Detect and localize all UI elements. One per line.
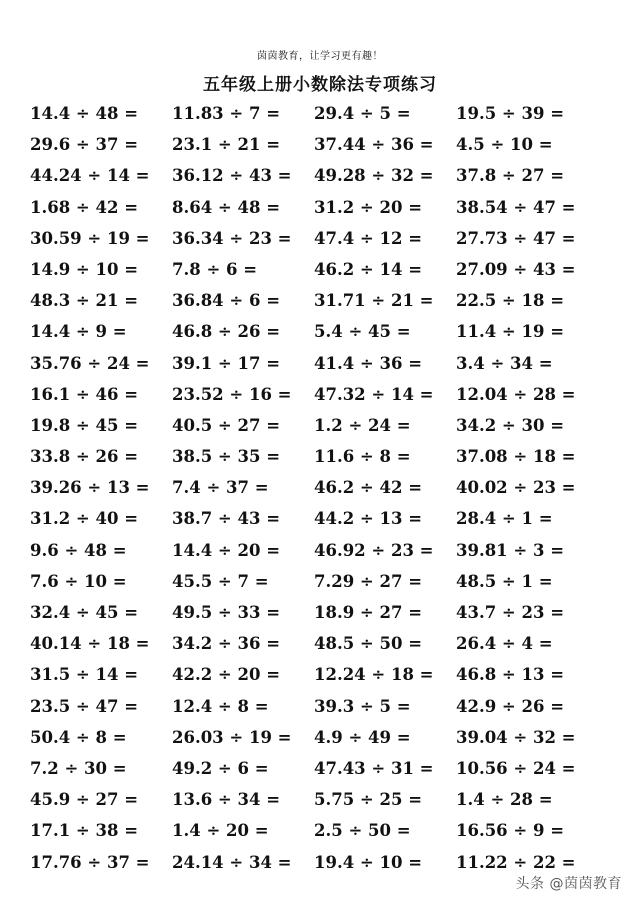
division-problem: 1.2 ÷ 24 = xyxy=(314,415,411,435)
division-problem: 23.52 ÷ 16 = xyxy=(172,384,292,404)
division-problem: 28.4 ÷ 1 = xyxy=(456,509,553,529)
division-problem: 14.4 ÷ 9 = xyxy=(30,322,127,342)
division-problem: 12.04 ÷ 28 = xyxy=(456,384,576,404)
division-problem: 7.4 ÷ 37 = xyxy=(172,478,269,498)
division-problem: 37.8 ÷ 27 = xyxy=(456,166,565,186)
division-problem: 39.1 ÷ 17 = xyxy=(172,353,281,373)
division-problem: 47.32 ÷ 14 = xyxy=(314,384,434,404)
watermark: 头条 @茵茵教育 xyxy=(515,876,622,892)
division-problem: 7.8 ÷ 6 = xyxy=(172,259,258,279)
division-problem: 32.4 ÷ 45 = xyxy=(30,603,139,622)
division-problem: 16.56 ÷ 9 = xyxy=(456,821,565,841)
division-problem: 40.5 ÷ 27 = xyxy=(172,415,281,435)
division-problem: 38.5 ÷ 35 = xyxy=(172,447,281,467)
division-problem: 29.6 ÷ 37 = xyxy=(30,135,139,155)
division-problem: 42.9 ÷ 26 = xyxy=(456,696,565,716)
division-problem: 10.56 ÷ 24 = xyxy=(456,758,576,778)
division-problem: 44.2 ÷ 13 = xyxy=(314,509,423,529)
division-problem: 37.08 ÷ 18 = xyxy=(456,447,576,467)
division-problem: 7.6 ÷ 10 = xyxy=(30,571,127,591)
division-problem: 26.4 ÷ 4 = xyxy=(456,634,553,654)
division-problem: 45.5 ÷ 7 = xyxy=(172,571,269,591)
division-problem: 17.76 ÷ 37 = xyxy=(30,852,150,872)
division-problem: 8.64 ÷ 48 = xyxy=(172,197,281,217)
division-problem: 12.4 ÷ 8 = xyxy=(172,696,269,716)
division-problem: 24.14 ÷ 34 = xyxy=(172,852,292,872)
division-problem: 39.04 ÷ 32 = xyxy=(456,727,576,747)
division-problem: 34.2 ÷ 30 = xyxy=(456,415,565,435)
division-problem: 49.2 ÷ 6 = xyxy=(172,758,269,778)
division-problem: 14.9 ÷ 10 = xyxy=(30,259,139,279)
division-problem: 13.6 ÷ 34 = xyxy=(172,790,281,810)
division-problem: 19.8 ÷ 45 = xyxy=(30,415,139,435)
division-problem: 5.4 ÷ 45 = xyxy=(314,322,411,342)
division-problem: 47.4 ÷ 12 = xyxy=(314,228,423,248)
division-problem: 7.2 ÷ 30 = xyxy=(30,758,127,778)
division-problem: 46.2 ÷ 14 = xyxy=(314,259,423,279)
division-problem: 11.22 ÷ 22 = xyxy=(456,852,576,872)
division-problem: 12.24 ÷ 18 = xyxy=(314,665,434,685)
division-problem: 34.2 ÷ 36 = xyxy=(172,634,281,654)
division-problem: 14.4 ÷ 48 = xyxy=(30,104,139,123)
division-problem: 35.76 ÷ 24 = xyxy=(30,353,150,373)
division-problem: 22.5 ÷ 18 = xyxy=(456,291,565,311)
division-problem: 1.4 ÷ 28 = xyxy=(456,790,553,810)
division-problem: 11.6 ÷ 8 = xyxy=(314,447,411,467)
division-problem: 31.5 ÷ 14 = xyxy=(30,665,139,685)
division-problem: 9.6 ÷ 48 = xyxy=(30,540,127,560)
division-problem: 36.12 ÷ 43 = xyxy=(172,166,292,186)
division-problem: 29.4 ÷ 5 = xyxy=(314,104,411,123)
division-problem: 1.4 ÷ 20 = xyxy=(172,821,269,841)
division-problem: 31.2 ÷ 40 = xyxy=(30,509,139,529)
problem-grid xyxy=(30,101,630,881)
division-problem: 11.4 ÷ 19 = xyxy=(456,322,565,342)
division-problem: 44.24 ÷ 14 = xyxy=(30,166,150,186)
division-problem: 14.4 ÷ 20 = xyxy=(172,540,281,560)
division-problem: 43.7 ÷ 23 = xyxy=(456,603,565,622)
division-problem: 47.43 ÷ 31 = xyxy=(314,758,434,778)
page-title: 五年级上册小数除法专项练习 xyxy=(203,75,437,95)
division-problem: 38.54 ÷ 47 = xyxy=(456,197,576,217)
division-problem: 26.03 ÷ 19 = xyxy=(172,727,292,747)
division-problem: 46.8 ÷ 26 = xyxy=(172,322,281,342)
division-problem: 41.4 ÷ 36 = xyxy=(314,353,423,373)
division-problem: 5.75 ÷ 25 = xyxy=(314,790,423,810)
division-problem: 23.5 ÷ 47 = xyxy=(30,696,139,716)
division-problem: 40.14 ÷ 18 = xyxy=(30,634,150,654)
division-problem: 18.9 ÷ 27 = xyxy=(314,603,423,622)
division-problem: 36.34 ÷ 23 = xyxy=(172,228,292,248)
division-problem: 48.3 ÷ 21 = xyxy=(30,291,139,311)
division-problem: 46.2 ÷ 42 = xyxy=(314,478,423,498)
division-problem: 46.92 ÷ 23 = xyxy=(314,540,434,560)
division-problem: 31.71 ÷ 21 = xyxy=(314,291,434,311)
division-problem: 33.8 ÷ 26 = xyxy=(30,447,139,467)
division-problem: 36.84 ÷ 6 = xyxy=(172,291,281,311)
division-problem: 23.1 ÷ 21 = xyxy=(172,135,281,155)
division-problem: 27.73 ÷ 47 = xyxy=(456,228,576,248)
division-problem: 19.4 ÷ 10 = xyxy=(314,852,423,872)
division-problem: 46.8 ÷ 13 = xyxy=(456,665,565,685)
division-problem: 39.3 ÷ 5 = xyxy=(314,696,411,716)
division-problem: 3.4 ÷ 34 = xyxy=(456,353,553,373)
division-problem: 30.59 ÷ 19 = xyxy=(30,228,150,248)
division-problem: 4.5 ÷ 10 = xyxy=(456,135,553,155)
division-problem: 39.26 ÷ 13 = xyxy=(30,478,150,498)
division-problem: 17.1 ÷ 38 = xyxy=(30,821,139,841)
division-problem: 19.5 ÷ 39 = xyxy=(456,104,565,123)
division-problem: 27.09 ÷ 43 = xyxy=(456,259,576,279)
division-problem: 49.5 ÷ 33 = xyxy=(172,603,281,622)
division-problem: 7.29 ÷ 27 = xyxy=(314,571,423,591)
division-problem: 16.1 ÷ 46 = xyxy=(30,384,139,404)
division-problem: 2.5 ÷ 50 = xyxy=(314,821,411,841)
division-problem: 40.02 ÷ 23 = xyxy=(456,478,576,498)
division-problem: 50.4 ÷ 8 = xyxy=(30,727,127,747)
division-problem: 38.7 ÷ 43 = xyxy=(172,509,281,529)
division-problem: 37.44 ÷ 36 = xyxy=(314,135,434,155)
division-problem: 31.2 ÷ 20 = xyxy=(314,197,423,217)
division-problem: 48.5 ÷ 50 = xyxy=(314,634,423,654)
division-problem: 48.5 ÷ 1 = xyxy=(456,571,553,591)
division-problem: 4.9 ÷ 49 = xyxy=(314,727,411,747)
division-problem: 42.2 ÷ 20 = xyxy=(172,665,281,685)
division-problem: 11.83 ÷ 7 = xyxy=(172,104,281,123)
division-problem: 1.68 ÷ 42 = xyxy=(30,197,139,217)
division-problem: 39.81 ÷ 3 = xyxy=(456,540,565,560)
division-problem: 49.28 ÷ 32 = xyxy=(314,166,434,186)
header-note: 茵茵教育，让学习更有趣！ xyxy=(257,51,383,62)
division-problem: 45.9 ÷ 27 = xyxy=(30,790,139,810)
